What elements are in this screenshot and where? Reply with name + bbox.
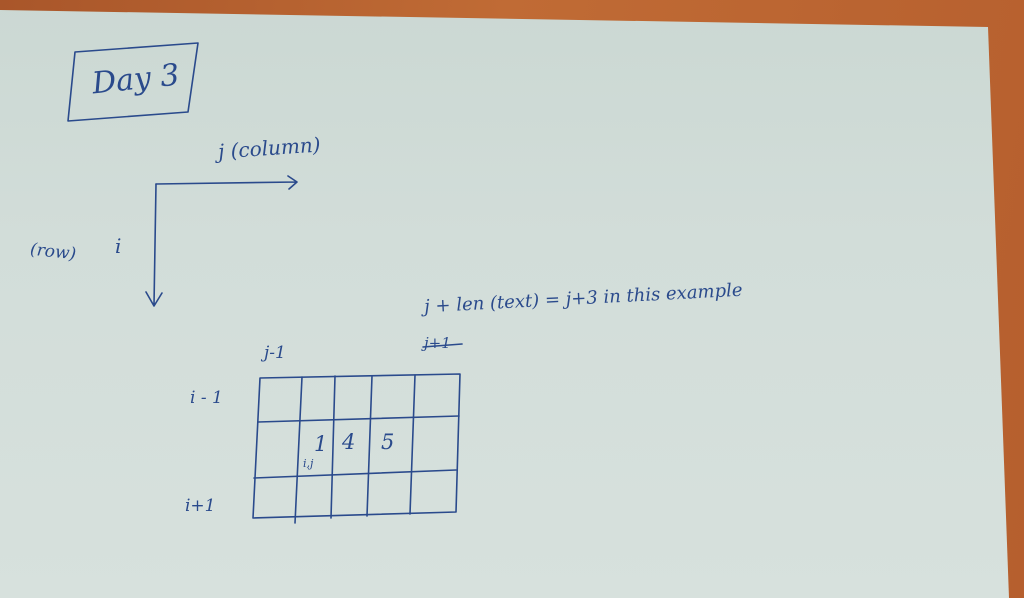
grid-outline [253, 374, 460, 518]
title-text: Day 3 [90, 57, 182, 102]
grid-row-line-2 [254, 470, 456, 478]
grid-row-label-top: i - 1 [190, 388, 223, 408]
grid-col-line-4 [410, 375, 415, 514]
grid-col-line-1 [295, 377, 302, 523]
grid-row-label-bottom: i+1 [185, 496, 216, 516]
grid [253, 374, 460, 523]
grid-col-line-2 [331, 376, 335, 518]
grid-col-line-3 [367, 376, 372, 516]
row-axis-label: (row) [29, 239, 78, 265]
grid-row-line-1 [258, 416, 459, 422]
grid-cell-subscript: i,j [303, 457, 314, 470]
column-axis-label: j (column) [217, 132, 322, 164]
grid-cell-value: 4 [342, 430, 356, 454]
formula-text: j + len (text) = j+3 in this example [423, 279, 743, 318]
row-index-label: i [115, 234, 122, 258]
grid-column-label-left: j-1 [264, 343, 286, 363]
row-axis-arrow [146, 184, 162, 306]
column-axis-arrow [156, 176, 297, 189]
grid-cell-value: 5 [381, 430, 395, 454]
grid-column-label-right: j+1 [424, 334, 451, 352]
grid-cell-value: 1 [314, 432, 328, 456]
